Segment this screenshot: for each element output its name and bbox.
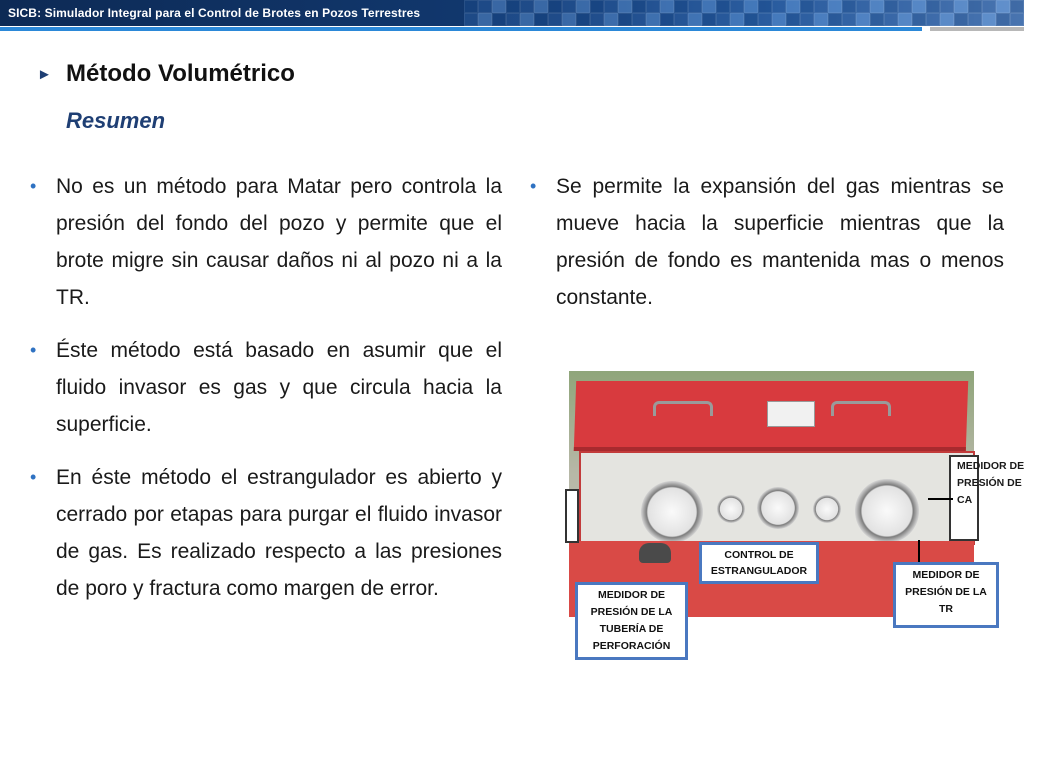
header-tile <box>646 13 660 26</box>
header-tile <box>758 0 772 13</box>
header-tile <box>968 13 982 26</box>
header-tile <box>912 13 926 26</box>
header-tile <box>660 0 674 13</box>
header-tile <box>842 13 856 26</box>
bullet-text: Éste método está basado en asumir que el fluido invasor es gas y que circula hacia la superficie. <box>56 339 502 436</box>
header-tile <box>464 13 478 26</box>
header-tile <box>548 13 562 26</box>
header-tile <box>968 0 982 13</box>
header-tile <box>982 13 996 26</box>
header-tile <box>646 0 660 13</box>
small-gauge <box>717 495 745 523</box>
header-tile <box>702 13 716 26</box>
pointer-line <box>928 498 953 500</box>
list-item <box>30 459 502 607</box>
bullet-text: Se permite la expansión del gas mientras se mueve hacia la superficie mientras que la presión de fondo es mantenida mas o menos constante. <box>556 175 1004 309</box>
header-tile <box>786 0 800 13</box>
header-tile <box>982 0 996 13</box>
header-bar <box>0 0 1024 26</box>
bullet-dot-icon: • <box>30 467 37 487</box>
header-tile <box>996 0 1010 13</box>
header-tile <box>954 0 968 13</box>
header-tile <box>716 0 730 13</box>
header-tile <box>884 0 898 13</box>
right-column <box>530 168 1004 332</box>
small-gauge <box>813 495 841 523</box>
header-underline <box>0 27 922 31</box>
bullet-text: No es un método para Matar pero controla la presión del fondo del pozo y permite que el brote migre sin causar daños ni al pozo ni a la TR. <box>56 175 502 309</box>
triangle-right-icon: ► <box>37 66 52 83</box>
lid-handle <box>831 401 891 416</box>
header-tile <box>1010 13 1024 26</box>
label-medidor-tr: MEDIDOR DE PRESIÓN DE LA TR <box>893 562 999 628</box>
header-tile <box>590 0 604 13</box>
header-tile <box>1010 0 1024 13</box>
bullet-text: En éste método el estrangulador es abierto y cerrado por etapas para purgar el fluido invasor de gas. Es realizado respecto a las presiones de poro y fractura como margen de error. <box>56 466 502 600</box>
header-decoration <box>464 0 1024 26</box>
header-tile <box>842 0 856 13</box>
header-tile <box>464 0 478 13</box>
header-tile <box>828 13 842 26</box>
header-tile <box>800 0 814 13</box>
header-tile <box>604 13 618 26</box>
header-tile <box>716 13 730 26</box>
header-tile <box>856 0 870 13</box>
header-tile <box>940 0 954 13</box>
header-tile <box>618 13 632 26</box>
left-column <box>30 168 502 623</box>
header-tile <box>926 13 940 26</box>
header-tile <box>856 13 870 26</box>
header-tile <box>520 13 534 26</box>
header-tile <box>744 0 758 13</box>
header-tile <box>730 13 744 26</box>
header-tile <box>506 0 520 13</box>
header-tile <box>534 13 548 26</box>
header-tile <box>492 0 506 13</box>
header-title: SICB: Simulador Integral para el Control de Brotes en Pozos Terrestres <box>8 6 421 20</box>
drillpipe-gauge <box>641 481 703 543</box>
header-underline-gray <box>930 27 1024 31</box>
bullet-dot-icon: • <box>30 176 37 196</box>
header-tile <box>954 13 968 26</box>
header-tile <box>576 0 590 13</box>
choke-knob <box>639 543 671 563</box>
header-tile <box>730 0 744 13</box>
header-tile <box>814 0 828 13</box>
lid-handle <box>653 401 713 416</box>
header-tile <box>478 13 492 26</box>
bullet-dot-icon: • <box>530 176 537 196</box>
list-item <box>530 168 1004 316</box>
header-tile <box>898 13 912 26</box>
header-tile <box>870 0 884 13</box>
header-tile <box>772 0 786 13</box>
header-tile <box>660 13 674 26</box>
bullet-dot-icon: • <box>30 340 37 360</box>
header-tile <box>478 0 492 13</box>
list-item <box>30 168 502 316</box>
header-tile <box>996 13 1010 26</box>
header-tile <box>926 0 940 13</box>
casing-gauge <box>855 479 919 543</box>
header-tile <box>534 0 548 13</box>
header-tile <box>520 0 534 13</box>
lid-plate <box>767 401 815 427</box>
header-tile <box>898 0 912 13</box>
label-control-estrangulador: CONTROL DE ESTRANGULADOR <box>699 542 819 584</box>
casing-label-text: MEDIDOR DE PRESIÓN DE CA <box>957 460 1025 506</box>
header-tile <box>604 0 618 13</box>
header-tile <box>576 13 590 26</box>
header-tile <box>744 13 758 26</box>
header-tile <box>632 0 646 13</box>
header-tile <box>548 0 562 13</box>
header-tile <box>618 0 632 13</box>
label-medidor-tuberia: MEDIDOR DE PRESIÓN DE LA TUBERÍA DE PERFORACIÓN <box>575 582 688 660</box>
header-tile <box>870 13 884 26</box>
label-fragment <box>565 489 579 543</box>
header-tile <box>492 13 506 26</box>
header-tile <box>506 13 520 26</box>
header-tile <box>702 0 716 13</box>
header-tile <box>814 13 828 26</box>
pointer-line <box>918 540 920 562</box>
slide-subtitle: Resumen <box>66 108 166 133</box>
header-tile <box>786 13 800 26</box>
header-tile <box>758 13 772 26</box>
header-tile <box>562 13 576 26</box>
header-tile <box>674 13 688 26</box>
list-item <box>30 332 502 443</box>
header-tile <box>674 0 688 13</box>
header-tile <box>800 13 814 26</box>
header-tile <box>590 13 604 26</box>
slide-title: Método Volumétrico <box>66 60 295 87</box>
header-tile <box>632 13 646 26</box>
header-tile <box>940 13 954 26</box>
stroke-gauge <box>757 487 799 529</box>
header-tile <box>688 0 702 13</box>
header-tile <box>562 0 576 13</box>
header-tile <box>828 0 842 13</box>
header-tile <box>912 0 926 13</box>
header-tile <box>884 13 898 26</box>
casing-label-cut <box>953 456 1025 540</box>
header-tile <box>772 13 786 26</box>
header-tile <box>688 13 702 26</box>
